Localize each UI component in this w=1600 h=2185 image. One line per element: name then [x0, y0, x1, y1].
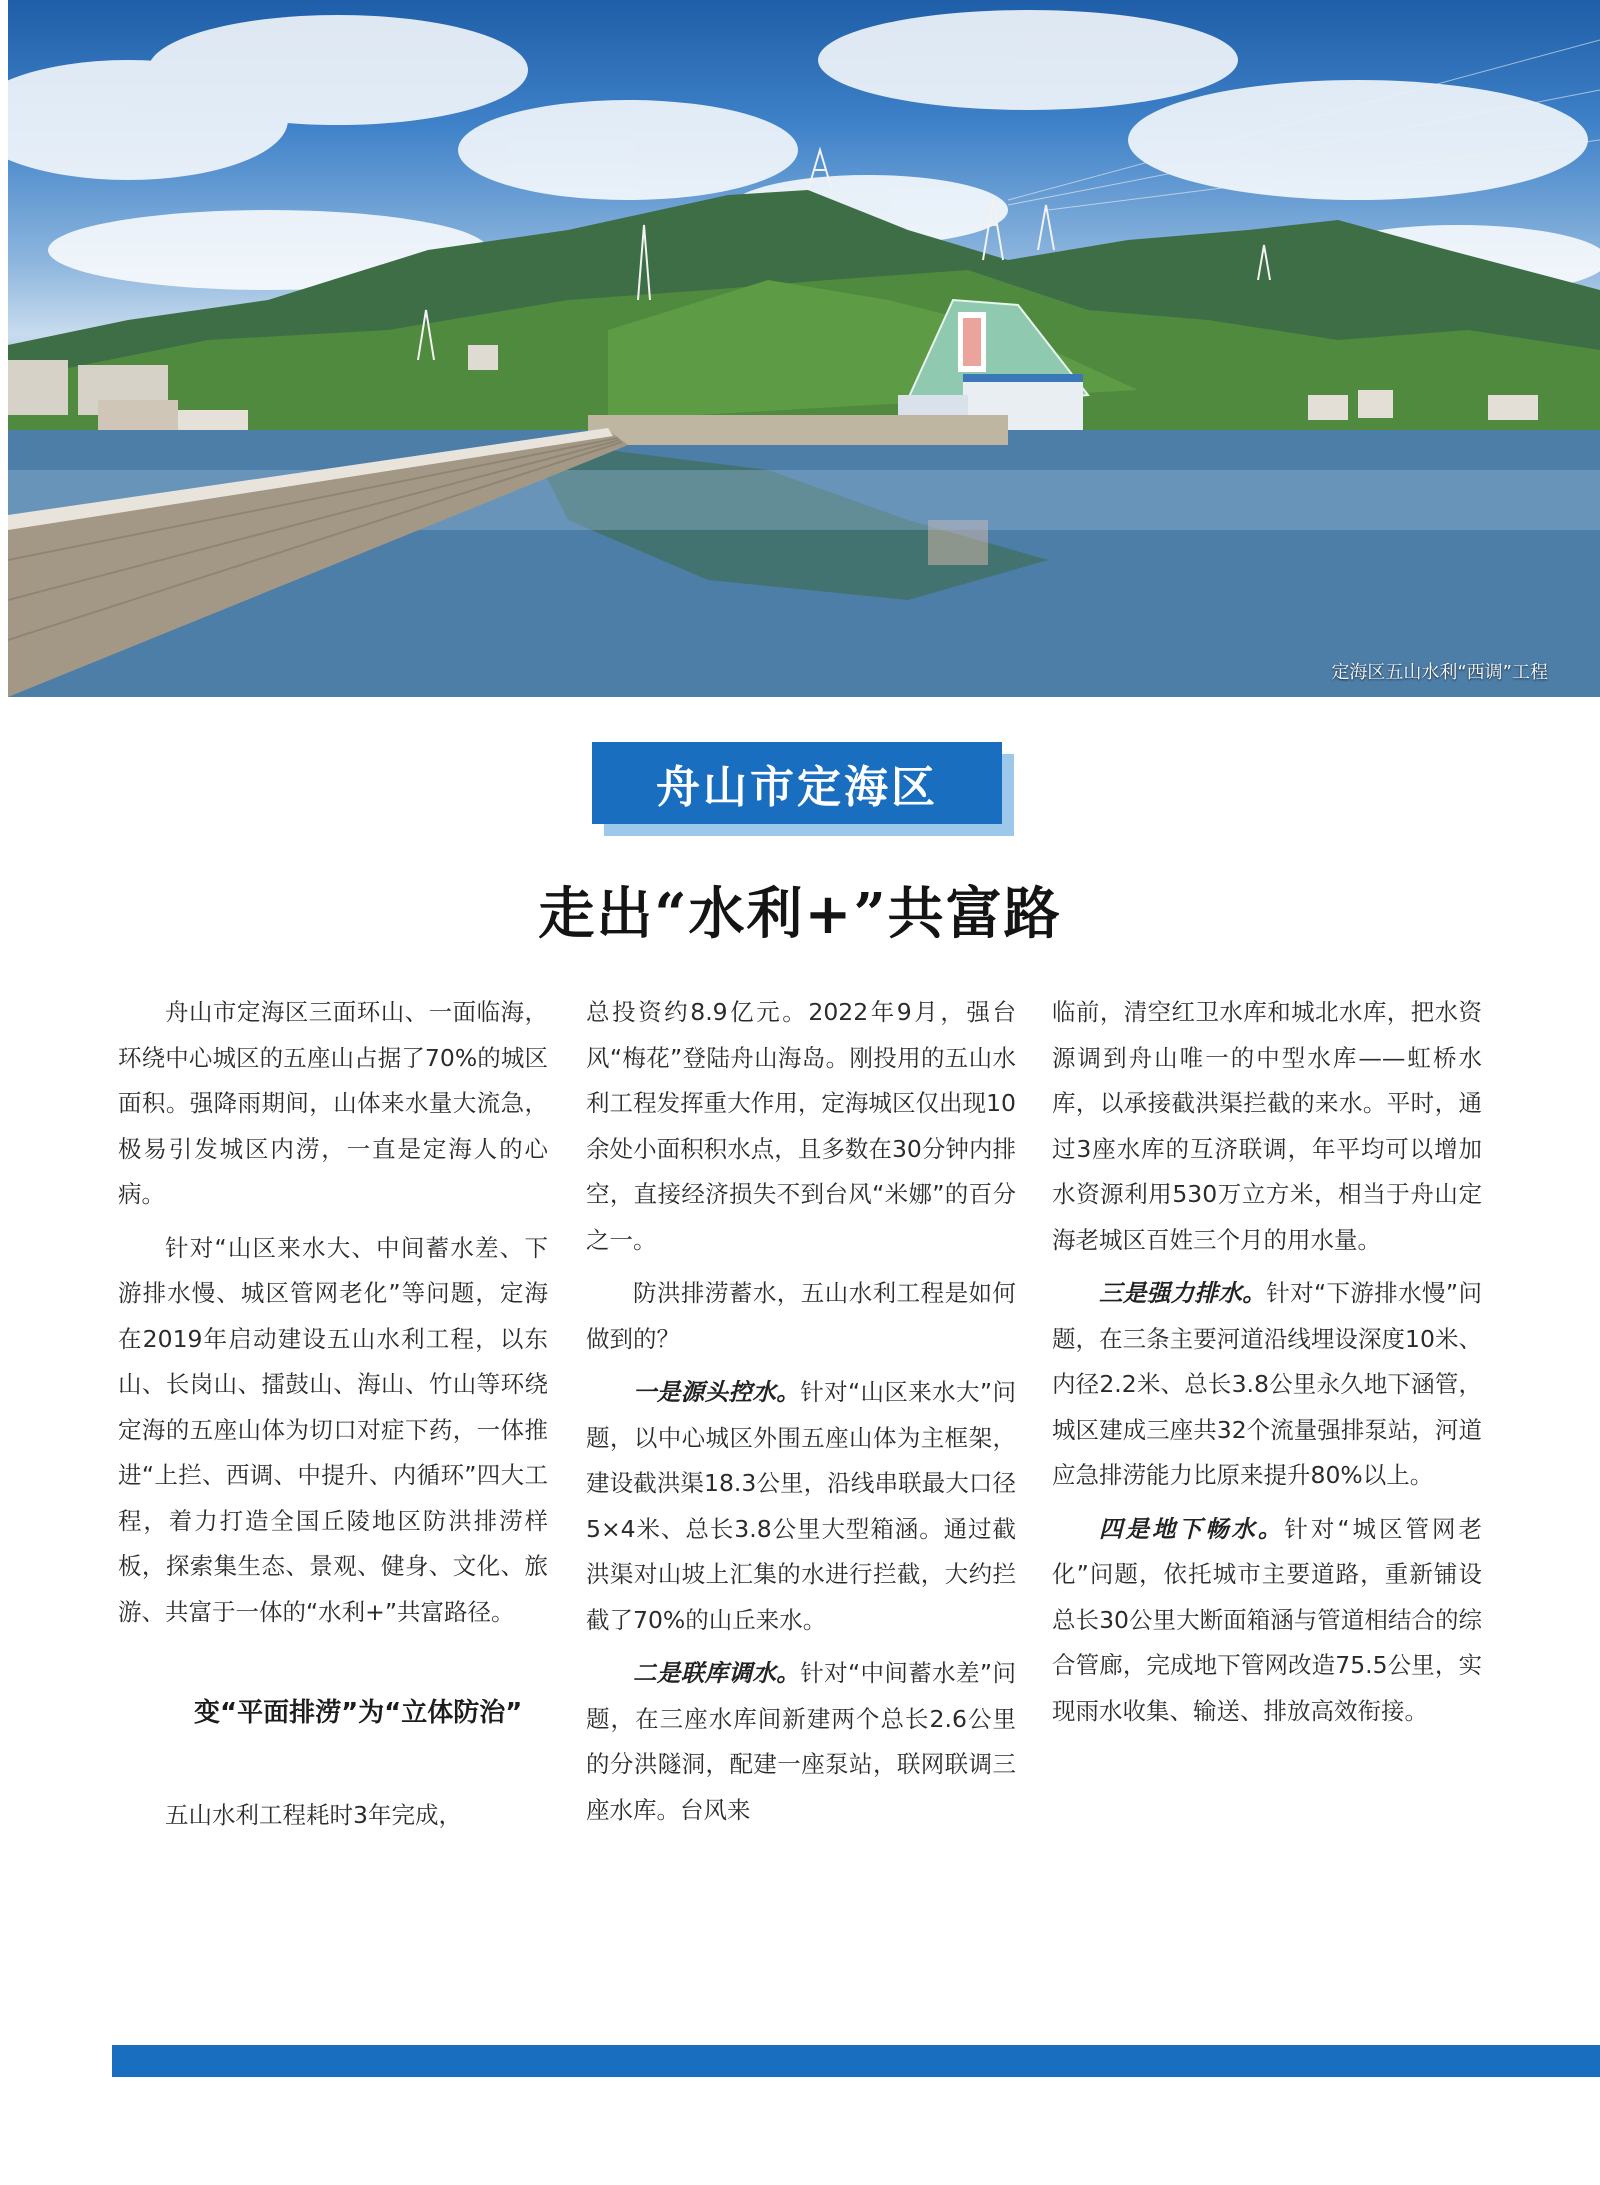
section-heading: 变“平面排涝”为“立体防治”: [194, 1698, 523, 1728]
paragraph: [586, 1370, 1016, 1643]
subpoint-lead: 三是强力排水。: [1099, 1279, 1267, 1307]
paragraph: 五山水利工程耗时3年完成，: [165, 1800, 462, 1829]
paragraph: 防洪排涝蓄水，五山水利工程是如何做到的？: [586, 1279, 1016, 1353]
paragraph: 舟山市定海区三面环山、一面临海，环绕中心城区的五座山占据了70%的城区面积。强降雨期间，山体来水量大流急，极易引发城区内涝，一直是定海人的心病。: [118, 998, 548, 1208]
region-label: 舟山市定海区: [592, 742, 1002, 824]
subpoint-text: 针对“山区来水大”问题，以中心城区外围五座山体为主框架，建设截洪渠18.3公里，沿线串联最大口径5×4米、总长3.8公里大型箱涵。通过截洪渠对山坡上汇集的水进行拦截，大约拦截了70%的山丘来水。: [586, 1378, 1016, 1634]
landscape-illustration: [8, 0, 1600, 697]
subpoint-text: 针对“下游排水慢”问题，在三条主要河道沿线埋设深度10米、内径2.2米、总长3.8公里永久地下涵管，城区建成三座共32个流量强排泵站，河道应急排涝能力比原来提升80%以上。: [1052, 1279, 1482, 1489]
article-headline: 走出“水利+”共富路: [538, 881, 1062, 947]
paragraph: 针对“山区来水大、中间蓄水差、下游排水慢、城区管网老化”等问题，定海在2019年启动建设五山水利工程，以东山、长岗山、擂鼓山、海山、竹山等环绕定海的五座山体为切口对症下药，一体推进“上拦、西调、中提升、内循环”四大工程，着力打造全国丘陵地区防洪排涝样板，探索集生态、景观、健身、文化、旅游、共富于一体的“水利+”共富路径。: [118, 1233, 548, 1626]
subpoint-text: 针对“中间蓄水差”问题，在三座水库间新建两个总长2.6公里的分洪隧洞，配建一座泵站，联网联调三座水库。台风来: [586, 1659, 1016, 1824]
paragraph: 总投资约8.9亿元。2022年9月，强台风“梅花”登陆舟山海岛。刚投用的五山水利工程发挥重大作用，定海城区仅出现10余处小面积积水点，且多数在30分钟内排空，直接经济损失不到台风“米娜”的百分之一。: [586, 998, 1016, 1254]
subpoint-lead: 四是地下畅水。: [1099, 1514, 1285, 1543]
paragraph: [1052, 1507, 1482, 1735]
photo-caption: 定海区五山水利“西调”工程: [1331, 662, 1548, 683]
subpoint-lead: 一是源头控水。: [633, 1378, 801, 1406]
paragraph: [586, 1651, 1016, 1833]
paragraph: 临前，清空红卫水库和城北水库，把水资源调到舟山唯一的中型水库——虹桥水库，以承接截洪渠拦截的来水。平时，通过3座水库的互济联调，年平均可以增加水资源利用530万立方米，相当于舟山定海老城区百姓三个月的用水量。: [1052, 998, 1482, 1254]
dam-wall: [588, 415, 1008, 445]
paragraph: [1052, 1271, 1482, 1499]
article-column-2: [586, 990, 1016, 1833]
article-column-3: [1052, 990, 1482, 1734]
footer-bar: [112, 2045, 1600, 2077]
subpoint-lead: 二是联库调水。: [633, 1659, 801, 1687]
subpoint-text: 针对“城区管网老化”问题，依托城市主要道路，重新铺设总长30公里大断面箱涵与管道相结合的综合管廊，完成地下管网改造75.5公里，实现雨水收集、输送、排放高效衔接。: [1052, 1514, 1482, 1725]
hero-photo: [8, 0, 1600, 697]
article-column-1: [118, 990, 548, 1838]
